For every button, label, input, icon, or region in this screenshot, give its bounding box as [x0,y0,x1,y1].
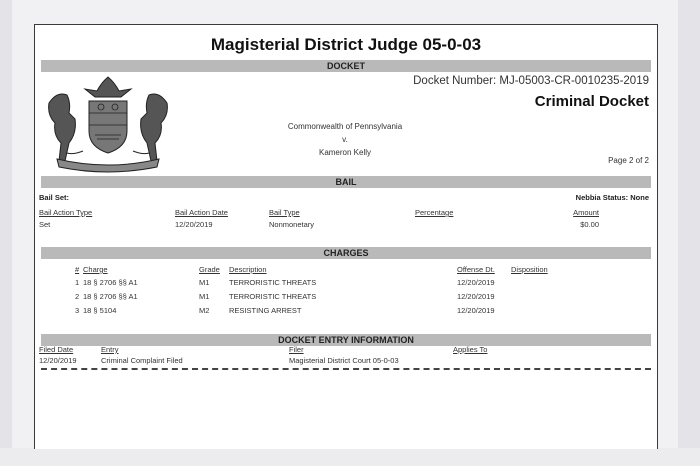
bail-section-bar: BAIL [41,176,651,188]
entry-row-1-filed-date: 12/20/2019 [39,356,77,365]
bail-col-bail-type: Bail Type [269,208,300,217]
defendant-name: Kameron Kelly [318,148,372,157]
charge-row-3-charge: 18 § 5104 [83,306,117,315]
entry-row-1-filer: Magisterial District Court 05-0-03 [289,356,399,365]
bail-cell-action-date: 12/20/2019 [175,220,213,229]
entry-col-applies-to: Applies To [453,345,488,354]
entry-col-entry: Entry [101,345,119,354]
charges-col-charge: Charge [83,265,108,274]
charges-col-offense-date: Offense Dt. [457,265,495,274]
entry-col-filed-date: Filed Date [39,345,74,354]
nebbia-status: Nebbia Status: None [575,193,649,202]
charges-col-description: Description [229,265,267,274]
docket-section-bar: DOCKET [41,60,651,72]
dashed-divider [41,368,651,370]
bail-cell-amount: $0.00 [580,220,599,229]
background-frame-bottom [0,448,700,466]
background-frame-left [0,0,12,466]
background-frame-right [678,0,700,466]
charge-row-1-number: 1 [75,278,80,287]
charge-row-3-grade: M2 [199,306,210,315]
charge-row-2-charge: 18 § 2706 §§ A1 [83,292,138,301]
charge-row-1-charge: 18 § 2706 §§ A1 [83,278,138,287]
charge-row-2-offense-date: 12/20/2019 [457,292,495,301]
page-number: Page 2 of 2 [608,156,649,165]
charge-row-2-description: TERRORISTIC THREATS [229,292,317,301]
charge-row-3-number: 3 [75,306,80,315]
charge-row-1-offense-date: 12/20/2019 [457,278,495,287]
bail-cell-bail-type: Nonmonetary [269,220,315,229]
versus-text: v. [342,135,348,144]
court-title: Magisterial District Judge 05-0-03 [210,35,482,54]
docket-type: Criminal Docket [534,93,649,110]
bail-col-amount: Amount [573,208,599,217]
docket-sheet [34,24,658,449]
bail-col-action-type: Bail Action Type [39,208,93,217]
charges-col-disposition: Disposition [511,265,548,274]
charges-col-grade: Grade [199,265,220,274]
pennsylvania-seal-icon [39,73,177,173]
charge-row-3-offense-date: 12/20/2019 [457,306,495,315]
charge-row-1-description: TERRORISTIC THREATS [229,278,317,287]
plaintiff-name: Commonwealth of Pennsylvania [287,122,403,131]
bail-set-label: Bail Set: [39,193,70,202]
charges-col-number: # [75,265,80,274]
charges-section-bar: CHARGES [41,247,651,259]
bail-col-action-date: Bail Action Date [175,208,228,217]
charge-row-1-grade: M1 [199,278,210,287]
entry-row-1-entry: Criminal Complaint Filed [101,356,183,365]
bail-col-percentage: Percentage [415,208,454,217]
charge-row-2-number: 2 [75,292,80,301]
docket-number: Docket Number: MJ-05003-CR-0010235-2019 [413,75,649,87]
entry-col-filer: Filer [289,345,304,354]
charge-row-2-grade: M1 [199,292,210,301]
bail-cell-action-type: Set [39,220,51,229]
case-parties [245,120,445,159]
docket-entry-section-bar: DOCKET ENTRY INFORMATION [41,334,651,346]
charge-row-3-description: RESISTING ARREST [229,306,302,315]
